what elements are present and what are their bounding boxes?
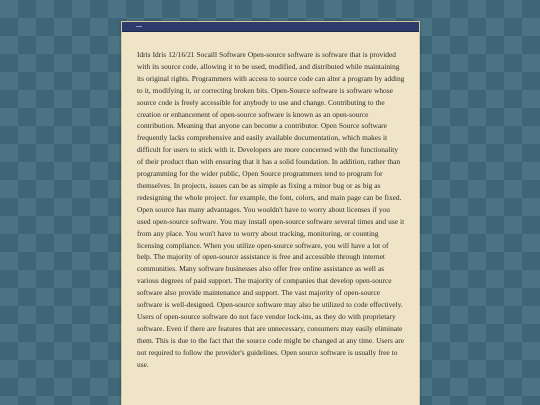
- essay-body-text: Idris Idris 12/16/21 Socaill Software Open-source software is software that is provided with its source code, allowing it to be used, modified, and distributed while maintaining its original rights. Programmers with access to source code can alter a program by adding to it, modifying it, or correcting broken bits. Open-Source software is software whose source code is freely accessible for anybody to use and change. Contributing to the creation or enhancement of open-source software is known as an open-source contribution. Meaning that anyone can become a contributor. Open Source software frequently lacks comprehensive and easily available documentation, which makes it difficult for users to stick with it. Developers are more concerned with the functionality of their product than with ensuring that it has a solid foundation. In addition, rather than programming for the wider public, Open Source programmers tend to program for themselves. In projects, issues can be as simple as fixing a minor bug or as big as redesigning the whole project. for example, the font, colors, and main page can be fixed. Open source has many advantages. You wouldn't have to worry about licenses if you used open-source software. You may install open-source software several times and use it from any place. You won't have to worry about tracking, monitoring, or counting licensing compliance. When you utilize open-source software, you will have a lot of help. The majority of open-source assistance is free and accessible through internet communities. Many software businesses also offer free online assistance as well as various degrees of paid support. The majority of companies that develop open-source software also provide maintenance and support. The vast majority of open-source software is well-designed. Open-source software may also be utilized to code effectively. Users of open-source software do not face vendor lock-ins, as they do with proprietary software. Even if there are features that are unnecessary, consumers may easily eliminate them. This is due to the fact that the source code might be changed at any time. Users are not required to follow the provider's guidelines. Open source software is usually free to use.: [137, 50, 405, 369]
- document-title-bar: [122, 22, 419, 32]
- title-bar-marker: [136, 26, 142, 27]
- document-page: [121, 21, 420, 405]
- document-content[interactable]: [137, 49, 405, 405]
